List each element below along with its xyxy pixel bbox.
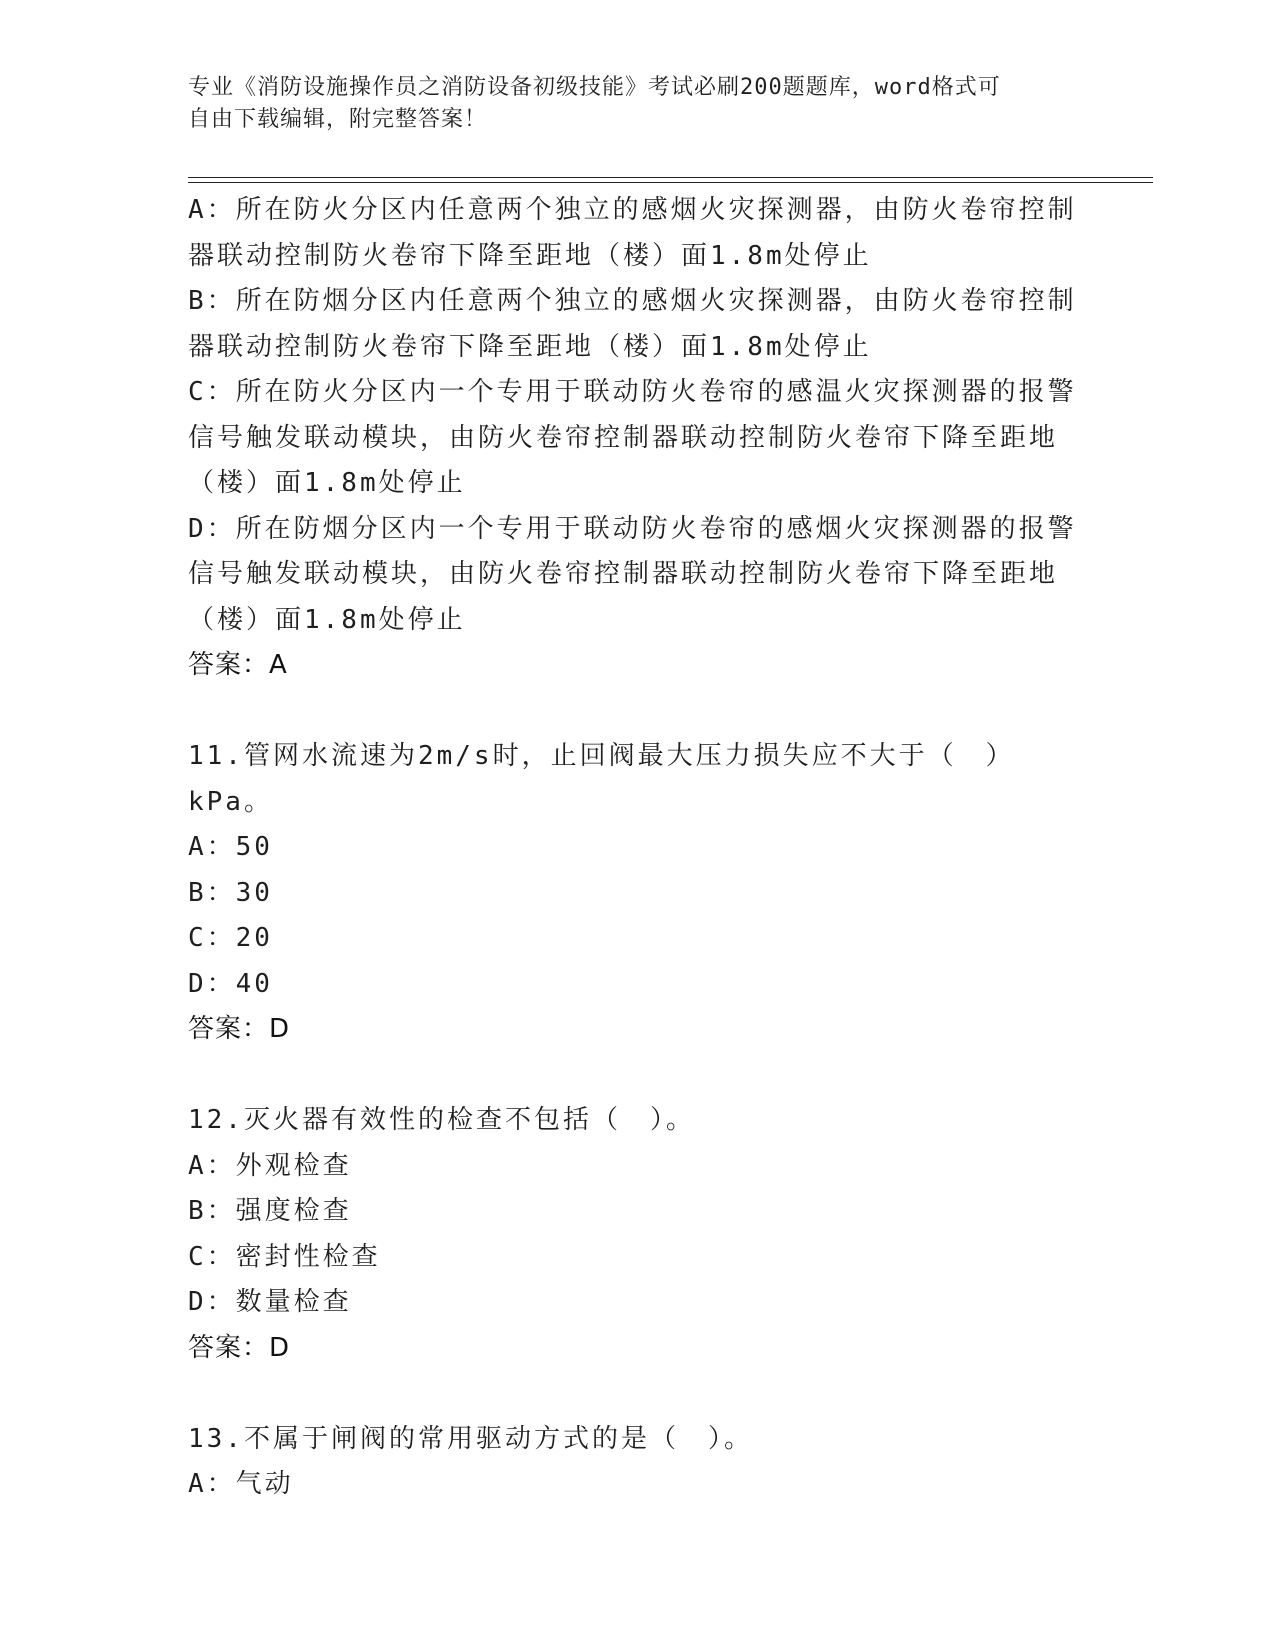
question-11-block: [188, 734, 1088, 1053]
answer-line: 答案：D: [188, 1332, 291, 1363]
document-body: [188, 188, 1088, 1508]
option-d-line: D：数量检查: [188, 1287, 352, 1317]
option-b-line: B：所在防烟分区内任意两个独立的感烟火灾探测器，由防火卷帘控制: [188, 286, 1077, 316]
question-stem: 12.灭火器有效性的检查不包括（ ）。: [188, 1105, 695, 1135]
option-d-line: D：40: [188, 968, 273, 999]
question-13-block: [188, 1417, 1088, 1508]
option-a-line: A：气动: [188, 1469, 294, 1499]
option-a-line: A：50: [188, 832, 273, 862]
question-10-block: [188, 188, 1088, 689]
option-d-line: （楼）面1.8m处停止: [188, 604, 466, 635]
option-c-line: 信号触发联动模块，由防火卷帘控制器联动控制防火卷帘下降至距地: [188, 422, 1059, 453]
option-a-line: A：所在防火分区内任意两个独立的感烟火灾探测器，由防火卷帘控制: [188, 195, 1077, 225]
header-line-1: 专业《消防设施操作员之消防设备初级技能》考试必刷200题题库，word格式可: [188, 75, 1001, 100]
spacer: [188, 1371, 1088, 1417]
answer-line: 答案：A: [188, 650, 288, 680]
question-stem: 11.管网水流速为2m/s时，止回阀最大压力损失应不大于（ ）kPa。: [188, 741, 1015, 817]
option-c-line: C：所在防火分区内一个专用于联动防火卷帘的感温火灾探测器的报警: [188, 377, 1077, 407]
answer-line: 答案：D: [188, 1014, 291, 1044]
option-b-line: B：强度检查: [188, 1196, 352, 1226]
header-divider-bottom: [188, 182, 1153, 183]
option-b-line: 器联动控制防火卷帘下降至距地（楼）面1.8m处停止: [188, 331, 872, 362]
header-line-2: 自由下载编辑，附完整答案！: [188, 107, 488, 132]
option-d-line: D：所在防烟分区内一个专用于联动防火卷帘的感烟火灾探测器的报警: [188, 513, 1077, 544]
option-d-line: 信号触发联动模块，由防火卷帘控制器联动控制防火卷帘下降至距地: [188, 559, 1059, 589]
header-divider-top: [188, 177, 1153, 178]
option-a-line: 器联动控制防火卷帘下降至距地（楼）面1.8m处停止: [188, 240, 872, 271]
option-b-line: B：30: [188, 877, 273, 908]
spacer: [188, 689, 1088, 735]
option-a-line: A：外观检查: [188, 1150, 352, 1181]
option-c-line: （楼）面1.8m处停止: [188, 468, 466, 498]
option-c-line: C：密封性检查: [188, 1241, 381, 1272]
question-12-block: [188, 1098, 1088, 1371]
document-header: [188, 72, 1088, 136]
question-stem: 13.不属于闸阀的常用驱动方式的是（ ）。: [188, 1423, 753, 1454]
spacer: [188, 1053, 1088, 1099]
option-c-line: C：20: [188, 923, 273, 953]
